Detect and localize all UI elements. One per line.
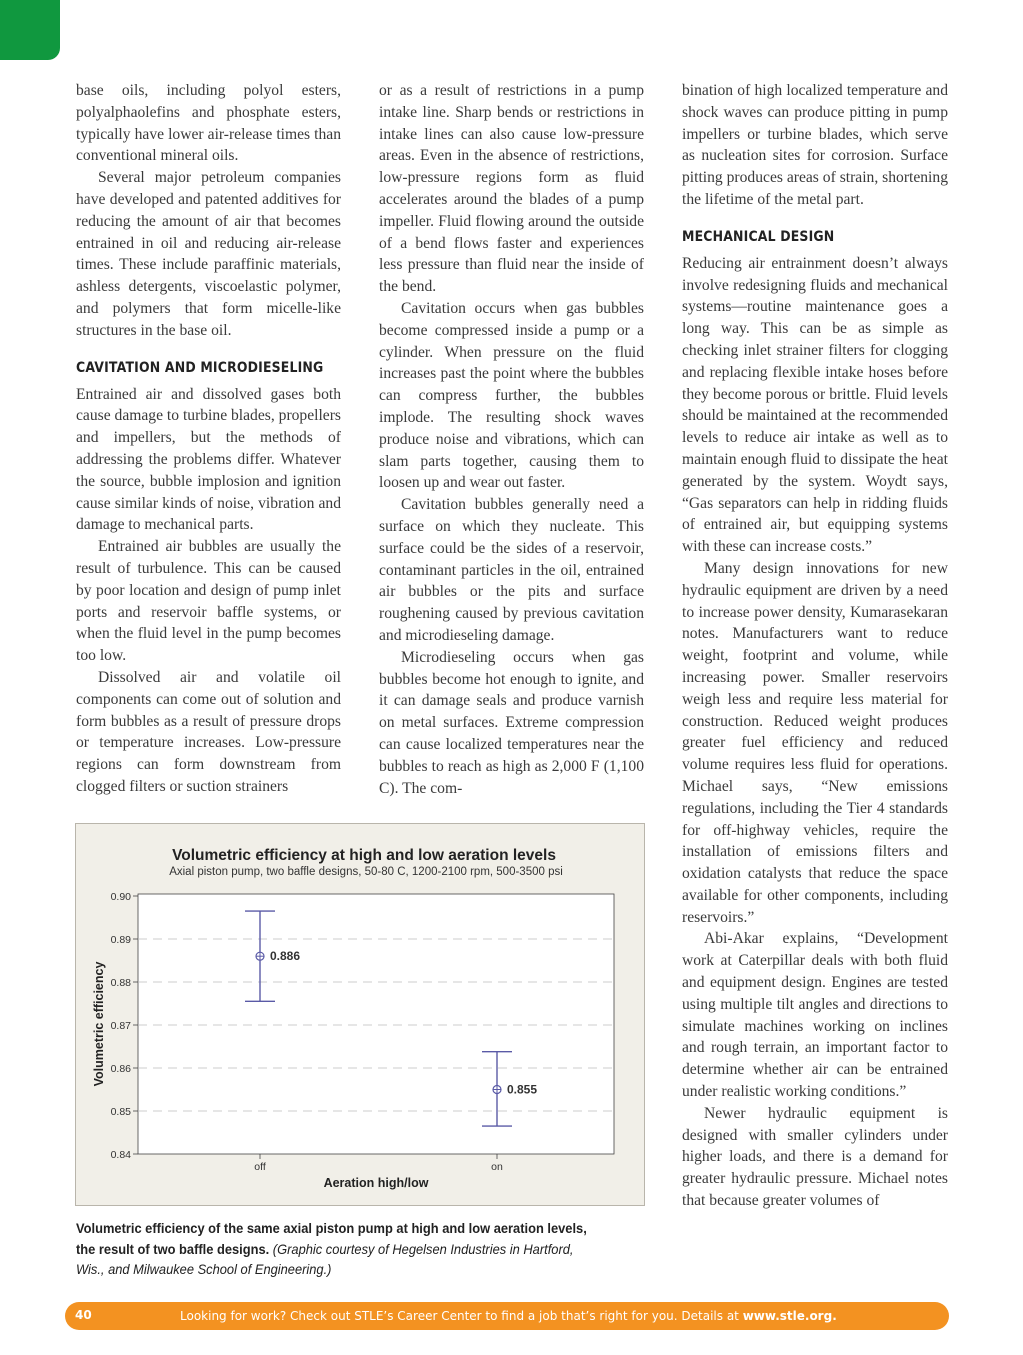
y-tick-label: 0.87 (110, 1020, 131, 1032)
chart-figure (75, 823, 645, 1206)
chart-subtitle: Axial piston pump, two baffle designs, 50-80 C, 1200-2100 rpm, 500-3500 psi (169, 866, 563, 878)
footer-message (180, 1309, 837, 1323)
y-tick-label: 0.89 (110, 934, 131, 946)
y-tick-label: 0.88 (110, 977, 131, 989)
caption-credit: (Graphic courtesy of Hegelsen Industries in Hartford, Wis., and Milwaukee School of Engineering.) (76, 1240, 574, 1277)
article-column-2 (379, 80, 644, 799)
x-tick-label: on (491, 1161, 503, 1173)
paragraph: Many design innovations for new hydraulic equipment are driven by a need to increase power density, Kumarasekaran notes. Manufacturers want to reduce weight, footprint and volume, while increasing power. Smaller reservoirs weigh less and require less material for construction. Reduced weight produces greater fuel efficiency and reduced volume requires less fluid for operations. Michael says, “New emissions regulations, including the Tier 4 standards for off-highway vehicles, require the installation of emissions filters and oxidation catalysts that reduce the space available for other components, including reservoirs.” (682, 559, 948, 926)
data-label: 0.886 (270, 949, 301, 964)
y-axis (111, 891, 138, 1161)
chart-title: Volumetric efficiency at high and low aeration levels (172, 847, 556, 864)
y-axis-label: Volumetric efficiency (92, 961, 106, 1087)
section-color-tab (0, 0, 60, 60)
footer-link[interactable]: www.stle.org. (742, 1309, 837, 1323)
y-tick-label: 0.86 (110, 1063, 131, 1075)
x-tick-label: off (254, 1161, 266, 1173)
paragraph: or as a result of restrictions in a pump intake line. Sharp bends or restrictions in intake lines can also cause low-pressure areas. Even in the absence of restrictions, low-pressure regions form as fluid accelerates around the blades of a pump impeller. Fluid flowing around the outside of a bend flows faster and experiences less pressure than fluid near the inside of the bend. (379, 82, 644, 296)
paragraph: Dissolved air and volatile oil components can come out of solution and form bubbles as a result of pressure drops or temperature increases. Low-pressure regions can form downstream from clogged filters or suction strainers (76, 668, 341, 795)
paragraph: Cavitation bubbles generally need a surface on which they nucleate. This surface could be the sides of a reservoir, contaminant particles in the oil, entrained air bubbles or the pits and surface roughening caused by previous cavitation and microdieseling damage. (379, 496, 644, 644)
paragraph: Entrained air bubbles are usually the result of turbulence. This can be caused by poor location and design of pump inlet ports and reservoir baffle systems, or when the fluid level in the pump becomes too low. (76, 538, 341, 665)
paragraph: Newer hydraulic equipment is designed with smaller cylinders under higher loads, and there is a demand for greater hydraulic pressure. Michael notes that because greater volumes of (682, 1104, 948, 1210)
x-axis-label: Aeration high/low (323, 1176, 429, 1190)
footer-text: Looking for work? Check out STLE’s Career Center to find a job that’s right for you. Details at (180, 1309, 743, 1323)
y-tick-label: 0.84 (110, 1149, 131, 1161)
footer-bar (65, 1302, 949, 1330)
paragraph: Microdieseling occurs when gas bubbles become hot enough to ignite, and it can damage seals and produce varnish on metal surfaces. Extreme compression can cause localized temperatures near the bubbles to reach as high as 2,000 F (1,100 C). The com- (379, 648, 644, 797)
caption-text: Volumetric efficiency of the same axial piston pump at high and low aeration levels, the result of two baffle designs. (76, 1220, 587, 1257)
y-tick-label: 0.85 (110, 1106, 131, 1118)
paragraph: Cavitation occurs when gas bubbles become compressed inside a pump or a cylinder. When pressure on the fluid increases past the point where the bubbles can compress further, the bubbles implode. The resulting shock waves produce noise and vibrations, which can slam parts together, causing them to loosen up and wear out faster. (379, 299, 644, 492)
section-heading: CAVITATION AND MICRODIESELING (76, 359, 324, 376)
paragraph: Several major petroleum companies have developed and patented additives for reducing the amount of air that becomes entrained in oil and reducing air-release times. These include paraffinic materials, ashless detergents, viscoelastic polymer, and polymers that form micelle-like structures in the base oil. (76, 169, 341, 339)
interval-chart (76, 824, 646, 1207)
paragraph: bination of high localized temperature and shock waves can produce pitting in pump impellers or turbine blades, which serve as nucleation sites for corrosion. Surface pitting produces areas of strain, shortening the lifetime of the metal part. (682, 82, 948, 208)
x-axis (254, 1154, 503, 1173)
paragraph: Entrained air and dissolved gases both cause damage to turbine blades, propellers and impellers, but the methods of addressing the problems differ. Whatever the source, bubble implosion and ignition cause similar kinds of noise, vibration and damage to mechanical parts. (76, 385, 341, 534)
article-column-3 (682, 80, 948, 1212)
paragraph: Abi-Akar explains, “Development work at Caterpillar deals with both fluid and equipment design. Engines are tested using multiple tilt angles and directions to simulate machines working on inclines and rough terrain, an important factor to determine whether air can be entrained under realistic working conditions.” (682, 930, 948, 1101)
article-column-1 (76, 80, 341, 798)
paragraph: Reducing air entrainment doesn’t always involve redesigning fluids and mechanical systems—routine maintenance goes a long way. This can be as simple as checking inlet strainer filters for clogging and replacing flexible intake hoses before they become porous or brittle. Fluid levels should be maintained at the recommended levels to reduce air intake as well as to maintain enough fluid to dissipate the heat generated by the system. Woydt says, “Gas separators can help in ridding fluids of entrained air, but equipping systems with these can increase costs.” (682, 254, 948, 556)
data-label: 0.855 (507, 1082, 538, 1097)
y-tick-label: 0.90 (110, 891, 131, 903)
figure-caption (76, 1218, 600, 1280)
page-number: 40 (75, 1308, 92, 1322)
section-heading: MECHANICAL DESIGN (682, 228, 835, 245)
paragraph: base oils, including polyol esters, polyalphaolefins and phosphate esters, typically have lower air-release times than conventional mineral oils. (76, 82, 341, 165)
plot-area (138, 894, 614, 1154)
